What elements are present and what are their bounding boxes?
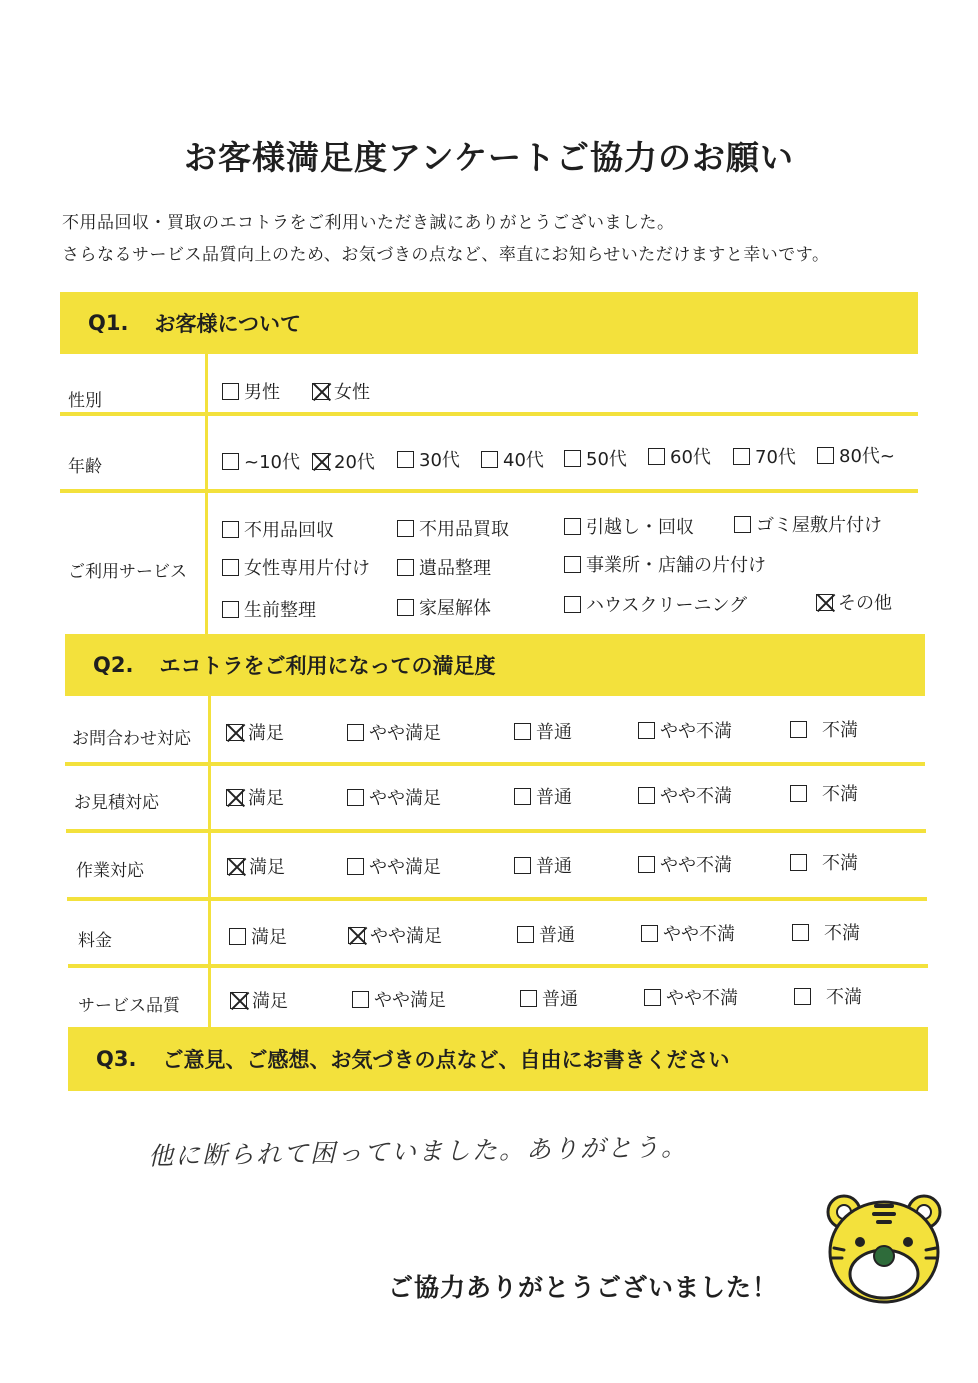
- gender-option-male[interactable]: 男性: [222, 378, 280, 404]
- checkbox-checked[interactable]: [226, 724, 243, 741]
- checkbox[interactable]: [347, 858, 364, 875]
- checkbox[interactable]: [347, 724, 364, 741]
- rating-option[interactable]: やや不満: [638, 851, 732, 877]
- checkbox-checked[interactable]: [312, 453, 329, 470]
- handwritten-answer: 他に断られて困っていました。ありがとう。: [147, 1132, 689, 1171]
- service-option[interactable]: 引越し・回収: [564, 513, 694, 539]
- checkbox[interactable]: [481, 451, 498, 468]
- checkbox[interactable]: [397, 559, 414, 576]
- q1-number: Q1.: [88, 311, 129, 335]
- checkbox[interactable]: [222, 559, 239, 576]
- checkbox[interactable]: [397, 599, 414, 616]
- checkbox[interactable]: [790, 785, 807, 802]
- age-option-30s[interactable]: 30代: [397, 446, 460, 472]
- checkbox-checked[interactable]: [312, 383, 329, 400]
- service-option[interactable]: 不用品回収: [222, 516, 334, 542]
- q2-row-separator: [65, 762, 925, 766]
- intro-line-1: 不用品回収・買取のエコトラをご利用いただき誠にありがとうございました。: [62, 213, 675, 233]
- checkbox[interactable]: [790, 721, 807, 738]
- gender-label: 性別: [68, 391, 102, 411]
- q2-divider: [208, 696, 211, 1030]
- rating-option[interactable]: 満足: [226, 784, 284, 810]
- service-option[interactable]: 女性専用片付け: [222, 554, 370, 580]
- rating-option[interactable]: やや満足: [347, 784, 441, 810]
- intro-line-2: さらなるサービス品質向上のため、お気づきの点など、率直にお知らせいただけますと幸いです。: [62, 245, 830, 265]
- checkbox[interactable]: [222, 601, 239, 618]
- service-option-other[interactable]: その他: [816, 589, 892, 615]
- checkbox-checked[interactable]: [226, 789, 243, 806]
- checkbox[interactable]: [564, 556, 581, 573]
- service-option[interactable]: 家屋解体: [397, 594, 491, 620]
- q3-number: Q3.: [96, 1047, 137, 1071]
- checkbox[interactable]: [222, 453, 239, 470]
- checkbox[interactable]: [817, 447, 834, 464]
- q2-header: [65, 634, 925, 696]
- rating-option[interactable]: 普通: [520, 985, 578, 1011]
- checkbox[interactable]: [397, 520, 414, 537]
- rating-option[interactable]: やや満足: [352, 986, 446, 1012]
- rating-option[interactable]: 満足: [229, 923, 287, 949]
- q2-number: Q2.: [93, 653, 134, 677]
- age-option-80s[interactable]: 80代~: [817, 442, 895, 468]
- age-option-50s[interactable]: 50代: [564, 445, 627, 471]
- age-option-60s[interactable]: 60代: [648, 443, 711, 469]
- q2-row-separator: [66, 829, 926, 833]
- checkbox[interactable]: [648, 448, 665, 465]
- checkbox[interactable]: [514, 723, 531, 740]
- rating-option[interactable]: 不満: [792, 919, 860, 945]
- checkbox-checked[interactable]: [348, 927, 365, 944]
- checkbox[interactable]: [229, 928, 246, 945]
- rating-option[interactable]: やや不満: [638, 717, 732, 743]
- q2-row-separator: [67, 897, 927, 901]
- service-option[interactable]: 生前整理: [222, 596, 316, 622]
- rating-option[interactable]: 満足: [230, 987, 288, 1013]
- service-option[interactable]: 不用品買取: [397, 515, 509, 541]
- q1-heading: お客様について: [154, 312, 302, 336]
- page-title: お客様満足度アンケートご協力のお願い: [183, 138, 795, 177]
- rating-option[interactable]: 不満: [790, 780, 858, 806]
- checkbox[interactable]: [734, 516, 751, 533]
- age-label: 年齢: [68, 457, 102, 477]
- checkbox[interactable]: [638, 787, 655, 804]
- rating-option[interactable]: 満足: [226, 719, 284, 745]
- rating-option[interactable]: やや不満: [641, 920, 735, 946]
- q3-heading: ご意見、ご感想、お気づきの点など、自由にお書きください: [162, 1048, 730, 1072]
- checkbox[interactable]: [792, 924, 809, 941]
- checkbox[interactable]: [794, 988, 811, 1005]
- q2-heading: エコトラをご利用になっての満足度: [159, 654, 496, 678]
- age-option-10s[interactable]: ~10代: [222, 448, 300, 474]
- checkbox[interactable]: [347, 789, 364, 806]
- rating-option[interactable]: やや不満: [638, 782, 732, 808]
- checkbox[interactable]: [222, 521, 239, 538]
- rating-option[interactable]: やや満足: [347, 853, 441, 879]
- checkbox-checked[interactable]: [227, 858, 244, 875]
- checkbox[interactable]: [514, 857, 531, 874]
- rating-option[interactable]: 普通: [514, 718, 572, 744]
- service-label: ご利用サービス: [68, 562, 187, 582]
- service-option[interactable]: ゴミ屋敷片付け: [734, 511, 882, 537]
- rating-option[interactable]: 普通: [514, 852, 572, 878]
- checkbox[interactable]: [644, 989, 661, 1006]
- rating-option[interactable]: やや満足: [347, 719, 441, 745]
- checkbox[interactable]: [397, 451, 414, 468]
- gender-option-female[interactable]: 女性: [312, 378, 370, 404]
- rating-option[interactable]: 満足: [227, 853, 285, 879]
- rating-row-label: サービス品質: [78, 996, 180, 1016]
- q1-row-separator: [60, 489, 918, 493]
- checkbox[interactable]: [641, 925, 658, 942]
- rating-row-label: 作業対応: [76, 861, 144, 881]
- checkbox[interactable]: [638, 856, 655, 873]
- q3-header: [68, 1027, 928, 1091]
- checkbox[interactable]: [564, 518, 581, 535]
- rating-row-label: お見積対応: [74, 793, 159, 813]
- rating-option[interactable]: 不満: [790, 849, 858, 875]
- rating-option[interactable]: 不満: [794, 983, 862, 1009]
- service-option[interactable]: 事業所・店舗の片付け: [564, 551, 766, 577]
- checkbox[interactable]: [638, 722, 655, 739]
- checkbox-checked[interactable]: [230, 992, 247, 1009]
- checkbox[interactable]: [222, 383, 239, 400]
- rating-option[interactable]: 不満: [790, 716, 858, 742]
- checkbox[interactable]: [733, 448, 750, 465]
- rating-option[interactable]: 普通: [514, 783, 572, 809]
- checkbox[interactable]: [352, 991, 369, 1008]
- thank-you-message: ご協力ありがとうございました！: [388, 1273, 779, 1302]
- checkbox[interactable]: [517, 926, 534, 943]
- q1-header: [60, 292, 918, 354]
- checkbox[interactable]: [790, 854, 807, 871]
- q1-divider: [205, 354, 208, 636]
- checkbox[interactable]: [520, 990, 537, 1007]
- service-option[interactable]: 遺品整理: [397, 554, 491, 580]
- age-option-20s[interactable]: 20代: [312, 448, 375, 474]
- rating-row-label: お問合わせ対応: [72, 729, 191, 749]
- tiger-mascot-icon: [820, 1190, 950, 1314]
- checkbox[interactable]: [514, 788, 531, 805]
- rating-option[interactable]: 普通: [517, 921, 575, 947]
- checkbox-checked[interactable]: [816, 594, 833, 611]
- q1-row-separator: [60, 412, 918, 416]
- service-option[interactable]: ハウスクリーニング: [564, 591, 747, 617]
- checkbox[interactable]: [564, 596, 581, 613]
- q2-row-separator: [68, 964, 928, 968]
- rating-option[interactable]: やや不満: [644, 984, 738, 1010]
- age-option-70s[interactable]: 70代: [733, 443, 796, 469]
- rating-row-label: 料金: [78, 931, 112, 951]
- checkbox[interactable]: [564, 450, 581, 467]
- age-option-40s[interactable]: 40代: [481, 446, 544, 472]
- rating-option[interactable]: やや満足: [348, 922, 442, 948]
